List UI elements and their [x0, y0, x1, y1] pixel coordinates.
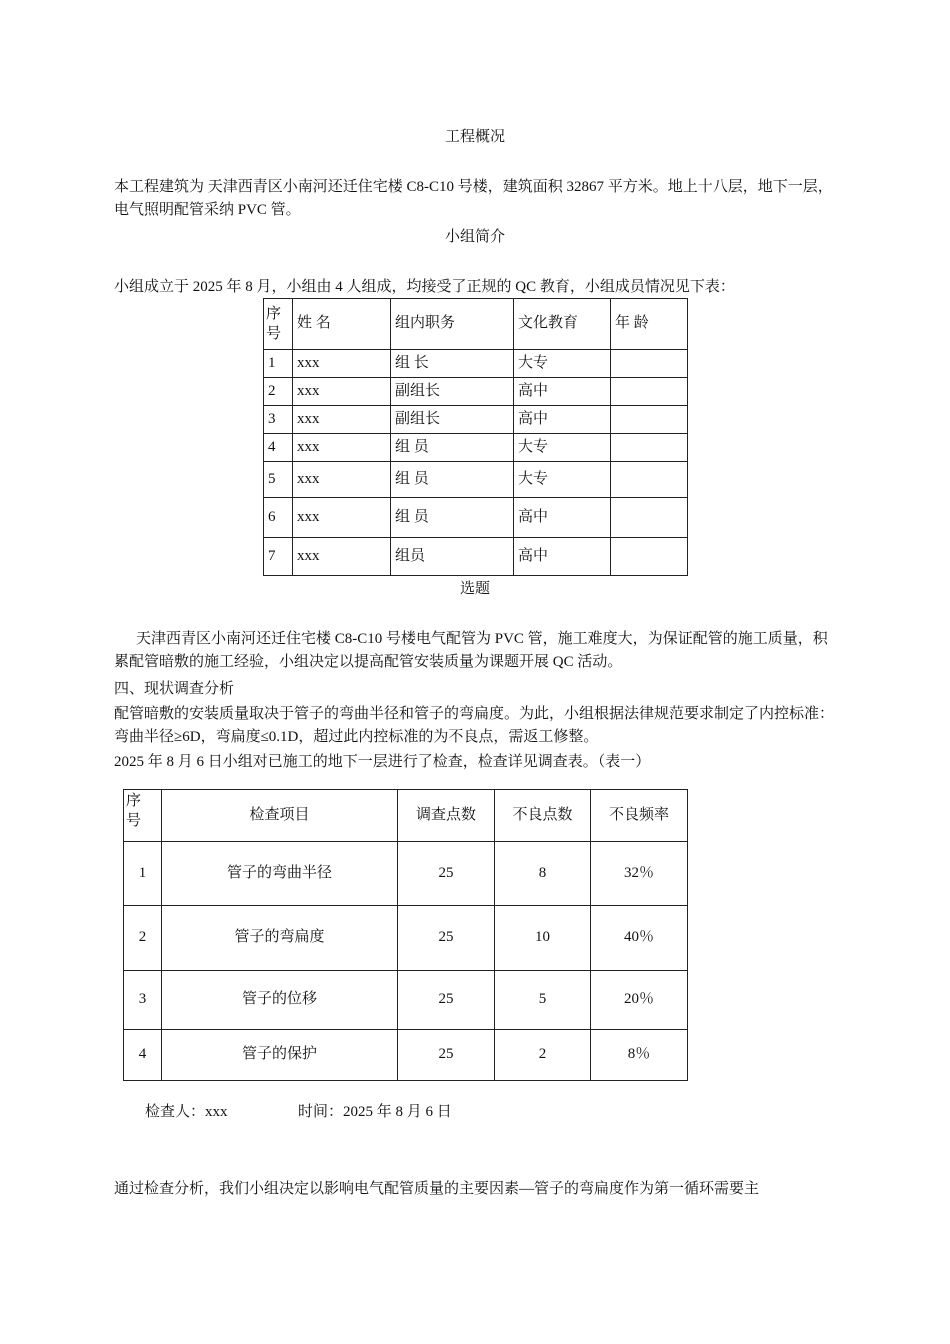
- member-seq: 1: [264, 350, 293, 378]
- member-name: xxx: [293, 538, 391, 576]
- inspector-label: 检查人：xxx: [145, 1104, 228, 1120]
- member-role: 组 员: [391, 498, 514, 538]
- member-seq: 2: [264, 378, 293, 406]
- inspection-bad-rate: 40％: [591, 906, 688, 971]
- table-row: [264, 434, 688, 462]
- members-table: [263, 298, 688, 576]
- member-education: 大专: [514, 350, 611, 378]
- member-education: 高中: [514, 378, 611, 406]
- topic-paragraph: 天津西青区小南河还迁住宅楼 C8-C10 号楼电气配管为 PVC 管，施工难度大，为保证配管的施工质量，积累配管暗敷的施工经验，小组决定以提高配管安装质量为课题开展 QC 活动。: [114, 631, 828, 670]
- members-header-role: 组内职务: [391, 299, 514, 350]
- inspection-item: 管子的保护: [162, 1030, 398, 1081]
- inspection-points: 25: [398, 842, 495, 906]
- inspection-bad-points: 2: [495, 1030, 591, 1081]
- inspection-bad-rate: 20％: [591, 971, 688, 1030]
- member-role: 副组长: [391, 378, 514, 406]
- inspection-item: 管子的位移: [162, 971, 398, 1030]
- inspection-bad-points: 10: [495, 906, 591, 971]
- overview-paragraph: 本工程建筑为 天津西青区小南河还迁住宅楼 C8-C10 号楼，建筑面积 32867 平方米。地上十八层，地下一层，电气照明配管采纳 PVC 管。: [114, 179, 833, 218]
- table-row: [264, 498, 688, 538]
- section-title-group: 小组简介: [444, 229, 505, 245]
- inspection-bad-points: 5: [495, 971, 591, 1030]
- member-name: xxx: [293, 406, 391, 434]
- member-seq: 4: [264, 434, 293, 462]
- member-age: [611, 378, 688, 406]
- member-role: 副组长: [391, 406, 514, 434]
- table-row: [124, 971, 688, 1030]
- inspection-points: 25: [398, 971, 495, 1030]
- table-row: [124, 906, 688, 971]
- member-name: xxx: [293, 350, 391, 378]
- table-row: [264, 378, 688, 406]
- inspection-header-points: 调查点数: [398, 790, 495, 842]
- inspection-header-bad-points: 不良点数: [495, 790, 591, 842]
- analysis-paragraph-1: 配管暗敷的安装质量取决于管子的弯曲半径和管子的弯扁度。为此，小组根据法律规范要求制定了内控标准：弯曲半径≥6D，弯扁度≤0.1D，超过此内控标准的为不良点，需返工修整。: [114, 706, 835, 745]
- member-education: 大专: [514, 462, 611, 498]
- analysis-paragraph-2: 2025 年 8 月 6 日小组对已施工的地下一层进行了检查，检查详见调查表。（表一）: [114, 754, 651, 770]
- member-role: 组 长: [391, 350, 514, 378]
- member-seq: 5: [264, 462, 293, 498]
- member-age: [611, 406, 688, 434]
- inspection-table: [123, 789, 688, 1081]
- member-age: [611, 350, 688, 378]
- member-role: 组员: [391, 538, 514, 576]
- inspection-header-seq: 序 号: [124, 790, 162, 842]
- analysis-heading: 四、现状调查分析: [114, 681, 235, 697]
- inspection-header-bad-rate: 不良频率: [591, 790, 688, 842]
- inspection-header-item: 检查项目: [162, 790, 398, 842]
- inspection-seq: 1: [124, 842, 162, 906]
- member-seq: 6: [264, 498, 293, 538]
- table-row: [264, 350, 688, 378]
- member-name: xxx: [293, 378, 391, 406]
- member-seq: 7: [264, 538, 293, 576]
- member-name: xxx: [293, 462, 391, 498]
- member-role: 组 员: [391, 434, 514, 462]
- member-age: [611, 538, 688, 576]
- section-title-topic: 选题: [459, 581, 490, 597]
- inspection-seq: 2: [124, 906, 162, 971]
- table-row: [264, 462, 688, 498]
- members-header-seq: 序号: [264, 299, 293, 350]
- table-row: [264, 538, 688, 576]
- inspection-bad-rate: 32％: [591, 842, 688, 906]
- member-role: 组 员: [391, 462, 514, 498]
- member-seq: 3: [264, 406, 293, 434]
- inspection-seq: 4: [124, 1030, 162, 1081]
- members-header-name: 姓 名: [293, 299, 391, 350]
- members-header-education: 文化教育: [514, 299, 611, 350]
- member-education: 大专: [514, 434, 611, 462]
- member-name: xxx: [293, 434, 391, 462]
- member-age: [611, 498, 688, 538]
- member-education: 高中: [514, 538, 611, 576]
- members-table-header-row: [264, 299, 688, 350]
- inspection-item: 管子的弯曲半径: [162, 842, 398, 906]
- table-row: [124, 1030, 688, 1081]
- member-age: [611, 462, 688, 498]
- inspection-points: 25: [398, 906, 495, 971]
- members-header-age: 年 龄: [611, 299, 688, 350]
- section-title-overview: 工程概况: [444, 129, 505, 145]
- inspection-points: 25: [398, 1030, 495, 1081]
- inspection-table-header-row: [124, 790, 688, 842]
- table-row: [264, 406, 688, 434]
- table-row: [124, 842, 688, 906]
- inspection-seq: 3: [124, 971, 162, 1030]
- member-name: xxx: [293, 498, 391, 538]
- member-education: 高中: [514, 498, 611, 538]
- member-education: 高中: [514, 406, 611, 434]
- inspection-bad-rate: 8％: [591, 1030, 688, 1081]
- member-age: [611, 434, 688, 462]
- inspection-time-label: 时间：2025 年 8 月 6 日: [298, 1104, 452, 1120]
- inspection-bad-points: 8: [495, 842, 591, 906]
- inspection-item: 管子的弯扁度: [162, 906, 398, 971]
- group-intro-paragraph: 小组成立于 2025 年 8 月，小组由 4 人组成，均接受了正规的 QC 教育，小组成员情况见下表：: [114, 279, 735, 295]
- conclusion-paragraph: 通过检查分析，我们小组决定以影响电气配管质量的主要因素—管子的弯扁度作为第一循环需要主: [114, 1181, 760, 1197]
